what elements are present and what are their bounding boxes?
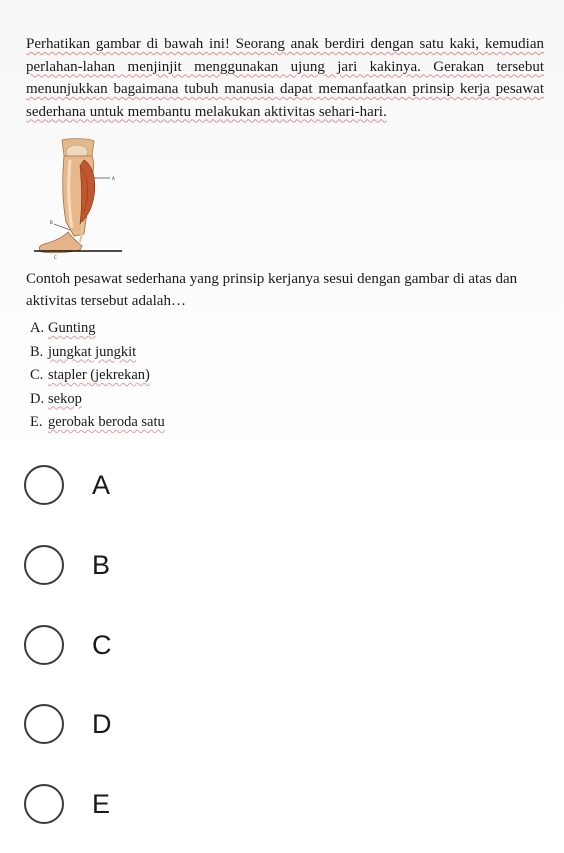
option-text: Gunting [48, 320, 96, 336]
choice-label: D [92, 708, 112, 739]
option-text: jungkat jungkit [48, 343, 137, 360]
figure-label-a: A [112, 176, 115, 181]
figure-label-c: C [54, 255, 57, 260]
choice-b[interactable] [24, 543, 324, 587]
radio-unchecked-icon[interactable] [24, 625, 64, 665]
option-c [30, 365, 165, 389]
choice-a[interactable] [24, 463, 324, 507]
question-prompt: Contoh pesawat sederhana yang prinsip kerjanya sesui dengan gambar di atas dan aktivitas tersebut adalah… [26, 271, 518, 309]
radio-unchecked-icon[interactable] [24, 465, 64, 505]
choice-c[interactable] [24, 623, 324, 667]
radio-unchecked-icon[interactable] [24, 704, 64, 744]
option-a [30, 318, 165, 342]
radio-unchecked-icon[interactable] [24, 784, 64, 824]
option-letter: E. [30, 414, 43, 430]
choice-e[interactable] [24, 782, 324, 826]
choice-d[interactable] [24, 702, 324, 746]
choice-label: B [92, 549, 111, 580]
option-letter: C. [30, 367, 44, 383]
option-b [30, 342, 165, 366]
figure-label-b: B [50, 220, 53, 225]
question-text: Perhatikan gambar di bawah ini! Seorang anak berdiri dengan satu kaki, kemudian perlahan-lahan menjinjit menggunakan ujung jari kakinya. Gerakan tersebut menunjukkan bagaimana tubuh manusia dapat memanfaatkan prinsip kerja pesawat sederhana untuk membantu melakukan aktivitas sehari-hari. [26, 36, 544, 120]
option-text: sekop [48, 390, 82, 407]
option-letter: A. [30, 320, 45, 336]
option-d [30, 389, 165, 413]
leg-anatomy-illustration [32, 138, 128, 262]
option-text: stapler (jekrekan) [48, 367, 150, 383]
choice-label: C [92, 629, 112, 660]
option-text: gerobak beroda satu [48, 414, 165, 430]
choice-label: E [92, 788, 111, 819]
answer-options-list [30, 318, 165, 436]
option-e [30, 412, 165, 436]
radio-unchecked-icon[interactable] [24, 545, 64, 585]
option-letter: B. [30, 343, 44, 360]
option-letter: D. [30, 390, 45, 407]
choice-label: A [92, 469, 111, 500]
